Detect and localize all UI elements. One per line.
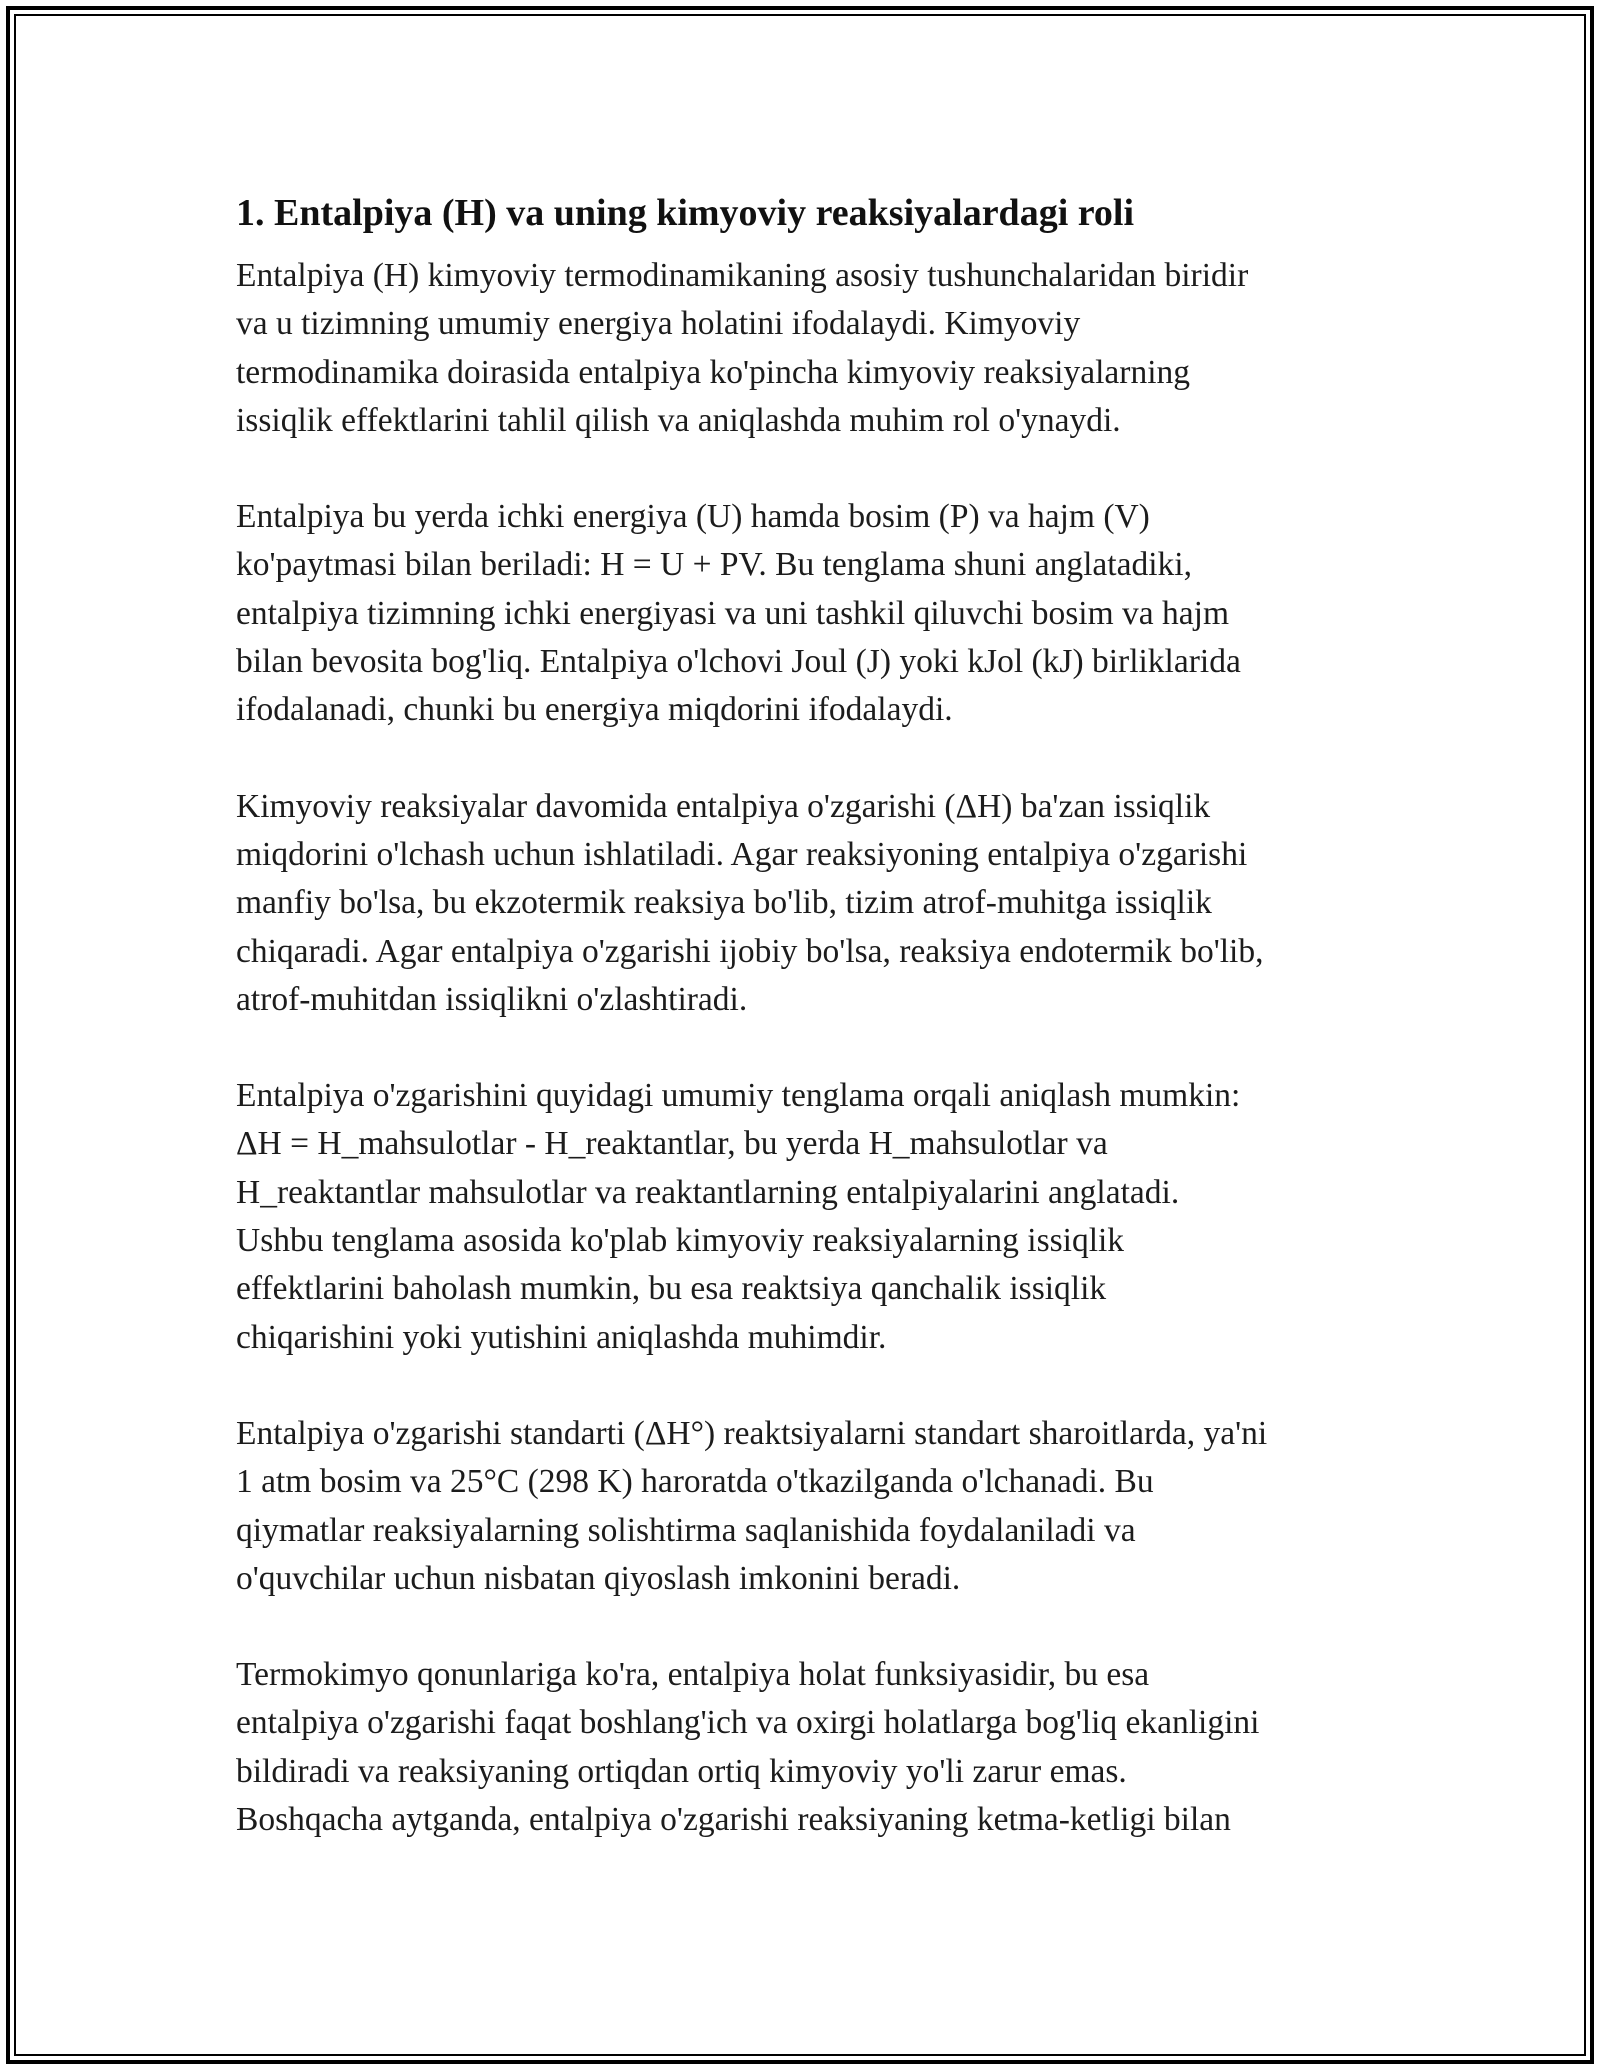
text-line: Entalpiya o'zgarishini quyidagi umumiy tenglama orqali aniqlash mumkin:	[236, 1077, 1241, 1115]
text-line: va u tizimning umumiy energiya holatini ifodalaydi. Kimyoviy	[236, 305, 1081, 343]
text-line: ifodalanadi, chunki bu energiya miqdorini ifodalaydi.	[236, 691, 953, 729]
text-line: Entalpiya (H) kimyoviy termodinamikaning asosiy tushunchalaridan biridir	[236, 257, 1249, 294]
text-line: atrof-muhitdan issiqlikni o'zlashtiradi.	[236, 980, 748, 1018]
text-line: miqdorini o'lchash uchun ishlatiladi. Agar reaksiyoning entalpiya o'zgarishi	[236, 835, 1248, 873]
text-line: entalpiya o'zgarishi faqat boshlang'ich va oxirgi holatlarga bog'liq ekanligini	[236, 1704, 1260, 1742]
text-line: issiqlik effektlarini tahlil qilish va aniqlashda muhim rol o'ynaydi.	[236, 401, 1121, 439]
paragraph-6	[236, 1651, 1386, 1844]
text-line: effektlarini baholash mumkin, bu esa reaktsiya qanchalik issiqlik	[236, 1270, 1107, 1308]
text-line: Ushbu tenglama asosida ko'plab kimyoviy reaksiyalarning issiqlik	[236, 1222, 1125, 1260]
text-line: bildiradi va reaksiyaning ortiqdan ortiq kimyoviy yo'li zarur emas.	[236, 1752, 1127, 1790]
text-line: chiqaradi. Agar entalpiya o'zgarishi ijobiy bo'lsa, reaksiya endotermik bo'lib,	[236, 932, 1264, 970]
text-line: ko'paytmasi bilan beriladi: H = U + PV. Bu tenglama shuni anglatadiki,	[236, 546, 1192, 584]
text-line: Termokimyo qonunlariga ko'ra, entalpiya holat funksiyasidir, bu esa	[236, 1656, 1150, 1694]
paragraph-1	[236, 252, 1386, 445]
text-line: manfiy bo'lsa, bu ekzotermik reaksiya bo'lib, tizim atrof-muhitga issiqlik	[236, 884, 1212, 922]
document-body	[236, 186, 1386, 1892]
paragraph-4	[236, 1072, 1386, 1362]
text-line: bilan bevosita bog'liq. Entalpiya o'lchovi Joul (J) yoki kJol (kJ) birliklarida	[236, 643, 1241, 681]
text-line: entalpiya tizimning ichki energiyasi va uni tashkil qiluvchi bosim va hajm	[236, 594, 1230, 632]
text-line: Boshqacha aytganda, entalpiya o'zgarishi reaksiyaning ketma-ketligi bilan	[236, 1801, 1231, 1839]
text-line: 1 atm bosim va 25°C (298 K) haroratda o'tkazilganda o'lchanadi. Bu	[236, 1463, 1154, 1501]
text-line: Entalpiya bu yerda ichki energiya (U) hamda bosim (P) va hajm (V)	[236, 498, 1150, 536]
text-line: H_reaktantlar mahsulotlar va reaktantlarning entalpiyalarini anglatadi.	[236, 1173, 1180, 1211]
paragraph-3	[236, 783, 1386, 1024]
section-heading: 1. Entalpiya (H) va uning kimyoviy reaksiyalardagi roli	[236, 192, 1135, 234]
text-line: Kimyoviy reaksiyalar davomida entalpiya o'zgarishi (ΔH) ba'zan issiqlik	[236, 787, 1211, 825]
paragraph-5	[236, 1410, 1386, 1603]
text-line: Entalpiya o'zgarishi standarti (ΔH°) reaktsiyalarni standart sharoitlarda, ya'ni	[236, 1414, 1268, 1452]
text-line: ΔH = H_mahsulotlar - H_reaktantlar, bu yerda H_mahsulotlar va	[236, 1125, 1108, 1163]
text-line: chiqarishini yoki yutishini aniqlashda muhimdir.	[236, 1318, 887, 1356]
text-line: o'quvchilar uchun nisbatan qiyoslash imkonini beradi.	[236, 1559, 961, 1597]
paragraph-2	[236, 493, 1386, 734]
text-line: termodinamika doirasida entalpiya ko'pincha kimyoviy reaksiyalarning	[236, 353, 1190, 391]
text-line: qiymatlar reaksiyalarning solishtirma saqlanishida foydalaniladi va	[236, 1511, 1136, 1549]
